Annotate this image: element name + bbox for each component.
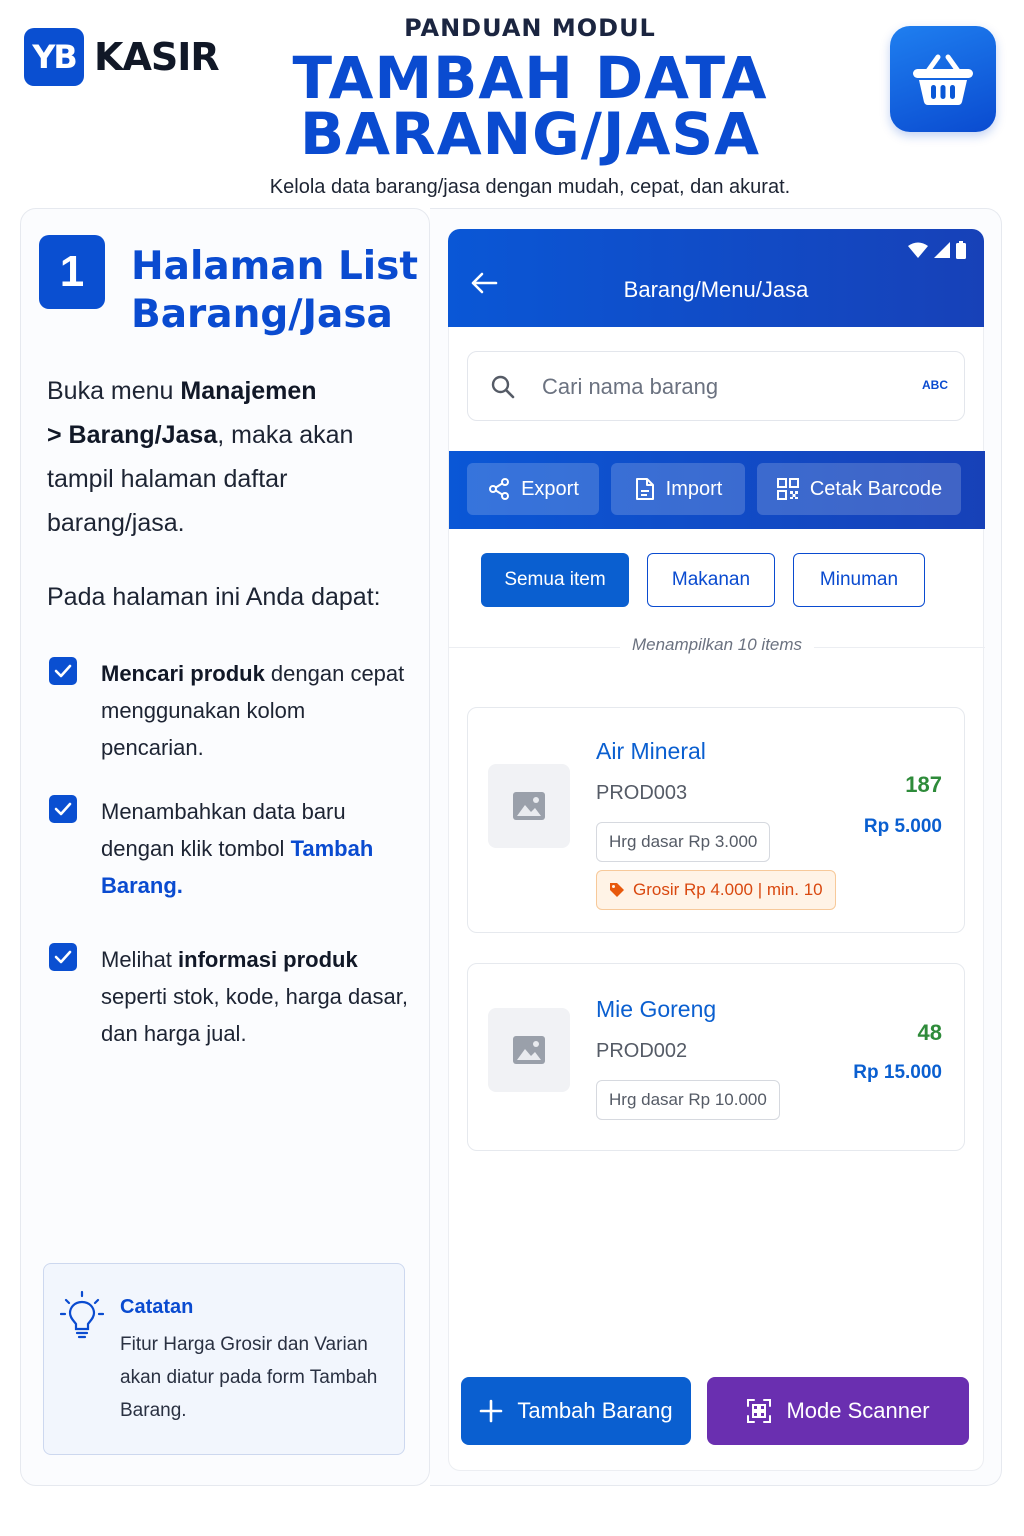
checklist-rest: seperti stok, kode, harga dasar, dan harga jual. <box>101 984 408 1046</box>
search-icon <box>490 374 516 405</box>
checklist-bold: informasi produk <box>178 947 358 972</box>
scanner-mode-label: Mode Scanner <box>786 1398 930 1423</box>
checkbox-checked-icon <box>49 943 77 971</box>
app-bar-title: Barang/Menu/Jasa <box>623 277 809 302</box>
export-label: Export <box>521 477 579 500</box>
shopping-basket-icon <box>890 26 996 132</box>
checklist-item <box>49 941 409 1052</box>
intro-part2: , maka akan tampil halaman daftar barang/jasa. <box>47 421 354 537</box>
header-kicker: PANDUAN MODUL <box>404 14 656 42</box>
search-input[interactable] <box>542 370 902 404</box>
filter-chip-all[interactable]: Semua item <box>481 553 629 607</box>
phone-screen <box>448 327 984 1471</box>
qr-code-icon <box>776 477 800 501</box>
item-count-label: Menampilkan 10 items <box>620 635 814 654</box>
price-tag-icon <box>609 882 625 898</box>
product-code: PROD003 <box>596 782 688 804</box>
wholesale-price-label: Grosir Rp 4.000 | min. 10 <box>633 880 823 899</box>
action-toolbar <box>449 451 985 529</box>
checkbox-checked-icon <box>49 657 77 685</box>
checklist-item <box>49 655 409 766</box>
app-mockup-panel <box>430 208 1002 1486</box>
product-name: Mie Goreng <box>596 996 717 1022</box>
guide-panel <box>20 208 430 1486</box>
step-title <box>131 243 421 339</box>
step-title-line2: Barang/Jasa <box>131 292 393 337</box>
app-bar <box>448 229 984 327</box>
intro-part1: Buka menu <box>47 377 181 405</box>
item-count <box>449 635 985 655</box>
step-title-line1: Halaman List <box>131 244 419 289</box>
import-button[interactable] <box>611 463 745 515</box>
scan-icon <box>746 1398 772 1424</box>
brand-name: KASIR <box>94 35 219 79</box>
keyboard-abc-icon: ABC <box>922 378 948 392</box>
header <box>210 14 850 199</box>
page-subtitle: Kelola data barang/jasa dengan mudah, cepat, dan akurat. <box>269 176 791 198</box>
step-number-badge: 1 <box>39 235 105 309</box>
checklist-rest: Menambahkan data baru dengan klik tombol <box>101 799 346 861</box>
scanner-mode-button[interactable] <box>707 1377 969 1445</box>
image-placeholder-icon <box>488 1008 570 1092</box>
product-card[interactable] <box>467 707 965 933</box>
product-code: PROD002 <box>596 1040 688 1062</box>
intro-menu: Manajemen <box>180 377 317 405</box>
file-icon <box>634 477 656 501</box>
plus-icon <box>479 1399 503 1423</box>
share-icon <box>487 477 511 501</box>
checklist-text <box>101 941 409 1052</box>
page-title-line1: TAMBAH DATA <box>292 44 768 112</box>
page-title <box>210 44 850 168</box>
product-price: Rp 5.000 <box>863 816 942 837</box>
status-bar <box>908 241 966 259</box>
intro-text <box>47 369 407 545</box>
product-stock: 48 <box>917 1020 942 1045</box>
filter-chip-minuman[interactable]: Minuman <box>793 553 925 607</box>
product-price: Rp 15.000 <box>853 1062 942 1083</box>
intro-submenu: > Barang/Jasa <box>47 421 218 449</box>
filter-chip-makanan[interactable]: Makanan <box>647 553 775 607</box>
battery-icon <box>956 241 966 259</box>
checkbox-checked-icon <box>49 795 77 823</box>
export-button[interactable] <box>467 463 599 515</box>
checklist-text <box>101 793 409 904</box>
lightbulb-icon <box>60 1290 104 1345</box>
product-stock: 187 <box>905 772 942 797</box>
lead-text: Pada halaman ini Anda dapat: <box>47 583 381 611</box>
note-title: Catatan <box>120 1296 194 1318</box>
image-placeholder-icon <box>488 764 570 848</box>
add-item-button[interactable] <box>461 1377 691 1445</box>
note-text: Fitur Harga Grosir dan Varian akan diatur pada form Tambah Barang. <box>120 1334 378 1421</box>
checklist-pre: Melihat <box>101 947 179 972</box>
note-box <box>43 1263 405 1455</box>
checklist-text <box>101 655 409 766</box>
wifi-icon <box>908 242 928 258</box>
checklist-rest: dengan cepat menggunakan kolom pencarian. <box>101 661 405 760</box>
base-price-badge: Hrg dasar Rp 3.000 <box>596 822 770 862</box>
signal-icon <box>934 242 950 258</box>
add-item-label: Tambah Barang <box>517 1398 673 1423</box>
product-card[interactable] <box>467 963 965 1151</box>
print-barcode-button[interactable] <box>757 463 961 515</box>
import-label: Import <box>665 477 723 500</box>
checklist-item <box>49 793 409 904</box>
product-name: Air Mineral <box>596 738 706 764</box>
checklist-bold: Mencari produk <box>101 661 265 686</box>
print-barcode-label: Cetak Barcode <box>809 477 943 500</box>
wholesale-price-badge <box>596 870 836 910</box>
brand-logo <box>24 28 219 86</box>
search-box <box>467 351 965 421</box>
checklist-link: Tambah Barang. <box>101 836 374 898</box>
page-title-line2: BARANG/JASA <box>299 100 761 168</box>
base-price-badge: Hrg dasar Rp 10.000 <box>596 1080 780 1120</box>
brand-badge: YB <box>24 28 84 86</box>
